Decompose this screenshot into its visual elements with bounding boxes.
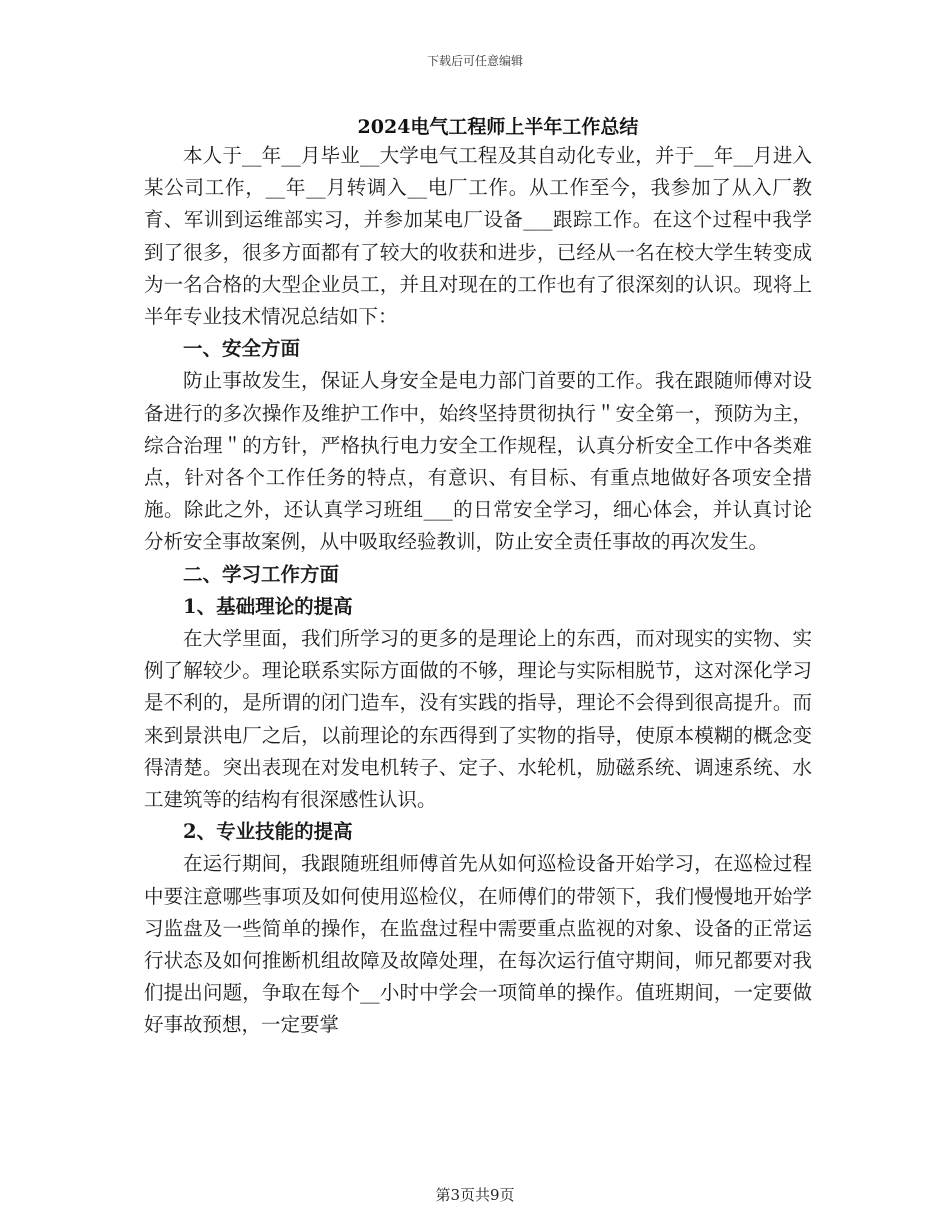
section-heading-safety: 一、安全方面	[183, 337, 301, 361]
document-title: 2024电气工程师上半年工作总结	[357, 116, 639, 138]
section-heading-study-work: 二、学习工作方面	[183, 562, 340, 586]
theory-paragraph: 在大学里面，我们所学习的更多的是理论上的东西，而对现实的实物、实例了解较少。理论联系实际方面做的不够，理论与实际相脱节，这对深化学习是不利的，是所谓的闭门造车，没有实践的指导，理论不会得到很高提升。而来到景洪电厂之后，以前理论的东西得到了实物的指导，使原本模糊的概念变得清楚。突出表现在对发电机转子、定子、水轮机，励磁系统、调速系统、水工建筑等的结构有很深感性认识。	[144, 627, 812, 812]
safety-paragraph: 防止事故发生，保证人身安全是电力部门首要的工作。我在跟随师傅对设备进行的多次操作及维护工作中，始终坚持贯彻执行＂安全第一，预防为主，综合治理＂的方针，严格执行电力安全工作规程，认真分析安全工作中各类难点，针对各个工作任务的特点，有意识、有目标、有重点地做好各项安全措施。除此之外，还认真学习班组___的日常安全学习，细心体会，并认真讨论分析安全事故案例，从中吸取经验教训，防止安全责任事故的再次发生。	[144, 369, 812, 554]
page-number-footer: 第3页共9页	[435, 1186, 515, 1204]
header-note: 下载后可任意编辑	[426, 54, 523, 68]
skills-paragraph: 在运行期间，我跟随班组师傅首先从如何巡检设备开始学习，在巡检过程中要注意哪些事项及如何使用巡检仪，在师傅们的带领下，我们慢慢地开始学习监盘及一些简单的操作，在监盘过程中需要重点监视的对象、设备的正常运行状态及如何推断机组故障及故障处理，在每次运行值守期间，师兄都要对我们提出问题，争取在每个__小时中学会一项简单的操作。值班期间，一定要做好事故预想，一定要掌	[144, 852, 812, 1037]
document-body	[144, 140, 812, 1042]
subsection-heading-theory: 1、基础理论的提高	[183, 594, 353, 618]
intro-paragraph: 本人于__年__月毕业__大学电气工程及其自动化专业，并于__年__月进入某公司工作，__年__月转调入__电厂工作。从工作至今，我参加了从入厂教育、军训到运维部实习，并参加某电厂设备___跟踪工作。在这个过程中我学到了很多，很多方面都有了较大的收获和进步，已经从一名在校大学生转变成为一名合格的大型企业员工，并且对现在的工作也有了很深刻的认识。现将上半年专业技术情况总结如下：	[144, 144, 812, 329]
subsection-heading-skills: 2、专业技能的提高	[183, 820, 353, 844]
